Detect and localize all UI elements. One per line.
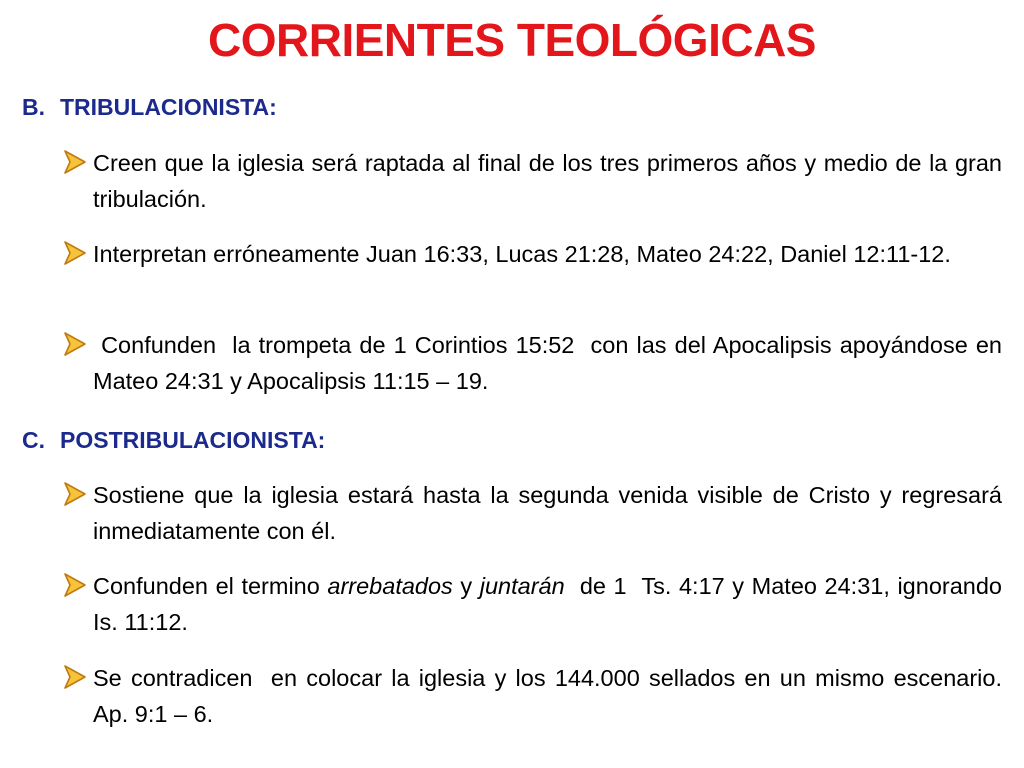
arrow-right-icon <box>62 239 88 267</box>
bullet-item <box>62 660 1008 732</box>
slide-title: CORRIENTES TEOLÓGICAS <box>208 14 816 66</box>
bullet-text-part: y <box>452 573 480 599</box>
bullet-text: Creen que la iglesia será raptada al final de los tres primeros años y medio de la gran tribulación. <box>93 150 1002 212</box>
bullet-text-italic: arrebatados <box>327 573 453 599</box>
bullet-text-part: de 1 Ts. 4:17 y Mateo 24:31, ignorando Is. 11:12. <box>93 573 1009 635</box>
section-letter: B. <box>22 94 45 120</box>
section-heading-tribulacionista <box>22 92 277 122</box>
bullet-text-italic: juntarán <box>479 573 565 599</box>
bullet-text <box>93 568 1009 640</box>
bullet-item <box>62 236 1002 272</box>
bullet-text: Confunden la trompeta de 1 Corintios 15:52 con las del Apocalipsis apoyándose en Mateo 24:31 y Apocalipsis 11:15 – 19. <box>93 332 1016 394</box>
bullet-text: Interpretan erróneamente Juan 16:33, Lucas 21:28, Mateo 24:22, Daniel 12:11-12. <box>93 241 951 267</box>
section-heading-postribulacionista <box>22 425 325 455</box>
bullet-item <box>62 327 1016 399</box>
bullet-item <box>62 145 1002 217</box>
arrow-right-icon <box>62 571 88 599</box>
section-label: POSTRIBULACIONISTA: <box>60 427 326 453</box>
arrow-right-icon <box>62 148 88 176</box>
bullet-text-part: Confunden el termino <box>93 573 328 599</box>
arrow-right-icon <box>62 663 88 691</box>
arrow-right-icon <box>62 480 88 508</box>
bullet-item <box>62 568 1009 640</box>
section-label: TRIBULACIONISTA: <box>60 94 277 120</box>
arrow-right-icon <box>62 330 88 358</box>
section-letter: C. <box>22 427 45 453</box>
bullet-text: Se contradicen en colocar la iglesia y los 144.000 sellados en un mismo escenario. Ap. 9:1 – 6. <box>93 665 1008 727</box>
bullet-text: Sostiene que la iglesia estará hasta la segunda venida visible de Cristo y regresará inmediatamente con él. <box>93 482 1022 544</box>
bullet-item <box>62 477 1022 549</box>
